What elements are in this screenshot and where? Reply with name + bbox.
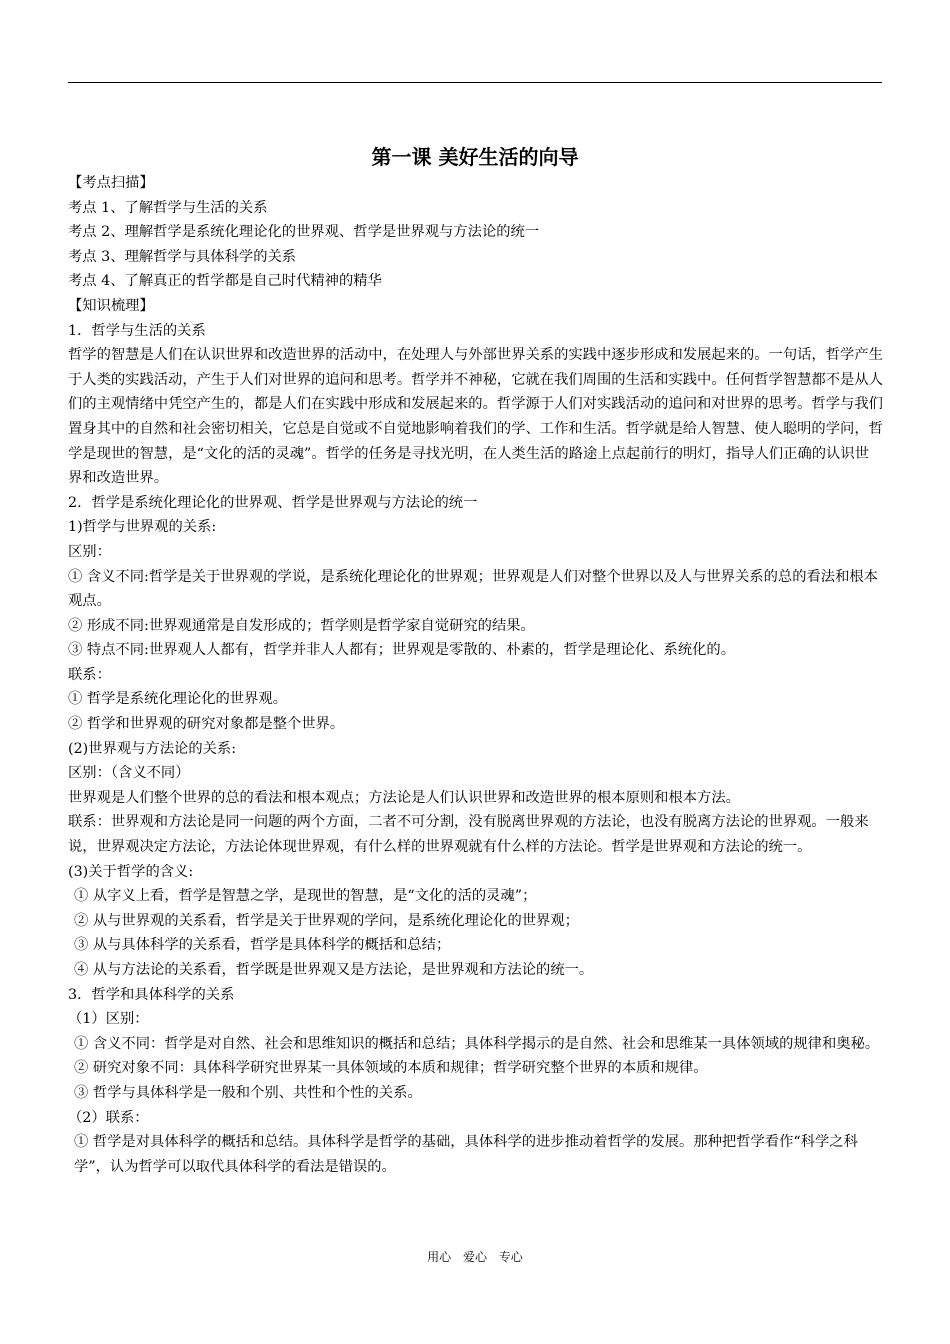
- list-item: ② 哲学和世界观的研究对象都是整个世界。: [68, 716, 345, 733]
- subheading: (2)世界观与方法论的关系:: [68, 740, 237, 757]
- exam-point: 考点 4、了解真正的哲学都是自己时代精神的精华: [68, 273, 382, 290]
- subheading: （1）区别：: [68, 1011, 149, 1028]
- section-heading: 【考点扫描】: [68, 175, 154, 191]
- paragraph: 联系：世界观和方法论是同一问题的两个方面，二者不可分割，没有脱离世界观的方法论，也没有脱离方法论的世界观。一般来说，世界观决定方法论，方法论体现世界观，有什么样的世界观就有什么样的方法论。哲学是世界观和方法论的统一。: [68, 814, 869, 856]
- list-item: ③ 哲学与具体科学是一般和个别、共性和个性的关系。: [74, 1084, 422, 1101]
- topic-heading: 2．哲学是系统化理论化的世界观、哲学是世界观与方法论的统一: [68, 494, 478, 511]
- label: 区别：（含义不同）: [68, 765, 190, 782]
- list-item: ② 形成不同:世界观通常是自发形成的；哲学则是哲学家自觉研究的结果。: [68, 617, 535, 634]
- list-item: ① 含义不同:哲学是关于世界观的学说，是系统化理论化的世界观；世界观是人们对整个世界以及人与世界关系的总的看法和根本观点。: [68, 568, 878, 610]
- list-item: ④ 从与方法论的关系看，哲学既是世界观又是方法论，是世界观和方法论的统一。: [74, 962, 594, 978]
- label: 区别：: [68, 543, 111, 560]
- header-rule: [68, 82, 882, 83]
- list-item: ③ 特点不同:世界观人人都有，哲学并非人人都有；世界观是零散的、朴素的，哲学是理论化、系统化的。: [68, 642, 736, 659]
- section-heading: 【知识梳理】: [68, 297, 154, 314]
- document-body: [68, 171, 883, 1179]
- list-item: ① 含义不同：哲学是对自然、社会和思维知识的概括和总结；具体科学揭示的是自然、社会和思维某一具体领域的规律和奥秘。: [74, 1035, 880, 1052]
- topic-heading: 1．哲学与生活的关系: [68, 322, 206, 339]
- page-title: 第一课 美好生活的向导: [371, 145, 579, 169]
- exam-point: 考点 1、了解哲学与生活的关系: [68, 199, 268, 216]
- paragraph: 世界观是人们整个世界的总的看法和根本观点；方法论是人们认识世界和改造世界的根本原则和根本方法。: [68, 789, 740, 806]
- list-item: ③ 从与具体科学的关系看，哲学是具体科学的概括和总结；: [74, 937, 451, 954]
- list-item: ② 研究对象不同：具体科学研究世界某一具体领域的本质和规律；哲学研究整个世界的本质和规律。: [74, 1060, 708, 1077]
- subheading: 1)哲学与世界观的关系:: [68, 519, 217, 536]
- subheading: （2）联系：: [68, 1109, 149, 1126]
- paragraph: 哲学的智慧是人们在认识世界和改造世界的活动中，在处理人与外部世界关系的实践中逐步形成和发展起来的。一句话，哲学产生于人类的实践活动，产生于人们对世界的追问和思考。哲学并不神秘，它就在我们周围的生活和实践中。任何哲学智慧都不是从人们的主观情绪中凭空产生的，都是人们在实践中形成和发展起来的。哲学源于人们对实践活动的追问和对世界的思考。哲学与我们置身其中的自然和社会密切相关，它总是自觉或不自觉地影响着我们的学、工作和生活。哲学就是给人智慧、使人聪明的学问，哲学是现世的智慧，是“文化的活的灵魂”。哲学的任务是寻找光明，在人类生活的路途上点起前行的明灯，指导人们正确的认识世界和改造世界。: [68, 347, 883, 487]
- subheading: (3)关于哲学的含义:: [68, 863, 194, 880]
- list-item: ① 从字义上看，哲学是智慧之学，是现世的智慧，是“文化的活的灵魂”；: [74, 888, 537, 905]
- label: 联系：: [68, 666, 111, 683]
- page-footer: 用心 爱心 专心: [427, 1250, 523, 1264]
- list-item: ① 哲学是系统化理论化的世界观。: [68, 691, 287, 708]
- topic-heading: 3．哲学和具体科学的关系: [68, 986, 235, 1003]
- exam-point: 考点 2、理解哲学是系统化理论化的世界观、哲学是世界观与方法论的统一: [68, 224, 540, 241]
- list-item: ① 哲学是对具体科学的概括和总结。具体科学是哲学的基础，具体科学的进步推动着哲学的发展。那种把哲学看作“科学之科学”，认为哲学可以取代具体科学的看法是错误的。: [74, 1134, 858, 1175]
- list-item: ② 从与世界观的关系看，哲学是关于世界观的学问，是系统化理论化的世界观；: [74, 912, 579, 929]
- exam-point: 考点 3、理解哲学与具体科学的关系: [68, 248, 297, 265]
